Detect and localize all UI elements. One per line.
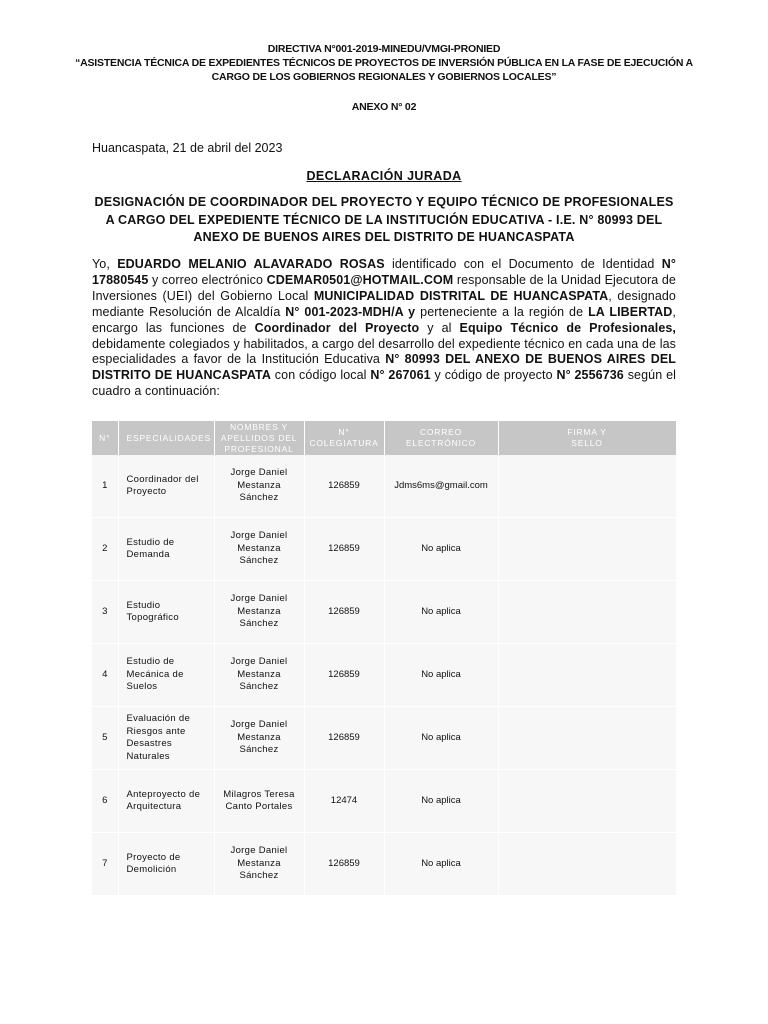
- row-number: 1: [92, 455, 118, 518]
- subject-heading: DESIGNACIÓN DE COORDINADOR DEL PROYECTO Y EQUIPO TÉCNICO DE PROFESIONALES A CARGO DEL EXPEDIENTE TÉCNICO DE LA INSTITUCIÓN EDUCATIVA - I.E. N° 80993 DEL ANEXO DE BUENOS AIRES DEL DISTRITO DE HUANCASPATA: [94, 195, 674, 244]
- table-row: [92, 644, 676, 707]
- header-names: NOMBRES Y APELLIDOS DEL PROFESIONAL: [214, 421, 304, 455]
- row-email: No aplica: [384, 707, 498, 770]
- row-number: 3: [92, 581, 118, 644]
- region-name: LA LIBERTAD: [588, 304, 673, 319]
- row-specialty: Evaluación de Riesgos ante Desastres Naturales: [118, 707, 214, 770]
- row-registration: 126859: [304, 581, 384, 644]
- body-text: , designado mediante Resolución de Alcaldía: [92, 288, 676, 319]
- row-email: No aplica: [384, 644, 498, 707]
- body-text: identificado con el Documento de Identidad: [384, 257, 662, 271]
- body-text: perteneciente a la región de: [415, 304, 589, 319]
- declarant-dni: N° 17880545: [92, 257, 676, 287]
- row-number: 7: [92, 833, 118, 896]
- row-signature: [498, 581, 676, 644]
- row-professional-name: Jorge Daniel Mestanza Sánchez: [214, 518, 304, 581]
- place-date: Huancaspata, 21 de abril del 2023: [92, 141, 283, 155]
- declarant-name: EDUARDO MELANIO ALAVARADO ROSAS: [117, 257, 385, 271]
- row-professional-name: Milagros Teresa Canto Portales: [214, 770, 304, 833]
- row-number: 6: [92, 770, 118, 833]
- local-code: N° 267061: [370, 368, 431, 383]
- table-row: [92, 770, 676, 833]
- header-email: CORREO ELECTRÓNICO: [384, 421, 498, 455]
- row-registration: 126859: [304, 833, 384, 896]
- row-professional-name: Jorge Daniel Mestanza Sánchez: [214, 455, 304, 518]
- body-text: debidamente colegiados y habilitados, a cargo del desarrollo del expediente técnico en cada una de las especialidades a favor de la Institución Educativa: [92, 336, 676, 367]
- row-number: 5: [92, 707, 118, 770]
- table-row: [92, 455, 676, 518]
- project-code: N° 2556736: [556, 368, 624, 383]
- declaration-body: [92, 257, 676, 400]
- row-professional-name: Jorge Daniel Mestanza Sánchez: [214, 581, 304, 644]
- row-specialty: Estudio Topográfico: [118, 581, 214, 644]
- header-specialty: ESPECIALIDADES: [118, 421, 214, 455]
- table-row: [92, 518, 676, 581]
- professionals-table: [92, 421, 677, 896]
- table-header-row: [92, 421, 676, 455]
- body-text: y código de proyecto: [430, 368, 557, 383]
- header-number: N°: [92, 421, 118, 455]
- annex-number: ANEXO N° 02: [351, 101, 417, 113]
- row-specialty: Coordinador del Proyecto: [118, 455, 214, 518]
- body-text: , encargo las funciones de: [92, 304, 676, 335]
- resolution-number: N° 001-2023-MDH/A y: [285, 304, 416, 319]
- role-technical-team: Equipo Técnico de Profesionales,: [459, 320, 676, 335]
- row-signature: [498, 644, 676, 707]
- body-text: y al: [419, 320, 460, 335]
- row-specialty: Proyecto de Demolición: [118, 833, 214, 896]
- row-registration: 126859: [304, 518, 384, 581]
- row-email: No aplica: [384, 770, 498, 833]
- declarant-email: CDEMAR0501@HOTMAIL.COM: [266, 272, 454, 287]
- row-professional-name: Jorge Daniel Mestanza Sánchez: [214, 833, 304, 896]
- row-specialty: Estudio de Mecánica de Suelos: [118, 644, 214, 707]
- row-registration: 126859: [304, 707, 384, 770]
- row-professional-name: Jorge Daniel Mestanza Sánchez: [214, 644, 304, 707]
- row-signature: [498, 770, 676, 833]
- row-signature: [498, 833, 676, 896]
- row-signature: [498, 707, 676, 770]
- directive-title-line1: “ASISTENCIA TÉCNICA DE EXPEDIENTES TÉCNICOS DE PROYECTOS DE INVERSIÓN PÚBLICA EN LA FASE DE EJECUCIÓN A: [75, 57, 693, 69]
- local-government: MUNICIPALIDAD DISTRITAL DE HUANCASPATA: [313, 288, 609, 303]
- row-email: No aplica: [384, 581, 498, 644]
- row-professional-name: Jorge Daniel Mestanza Sánchez: [214, 707, 304, 770]
- table-row: [92, 707, 676, 770]
- declaration-title: DECLARACIÓN JURADA: [306, 169, 462, 183]
- school-name: N° 80993 DEL ANEXO DE BUENOS AIRES DEL DISTRITO DE HUANCASPATA: [92, 352, 676, 383]
- row-specialty: Anteproyecto de Arquitectura: [118, 770, 214, 833]
- table-row: [92, 581, 676, 644]
- header-registration: N° COLEGIATURA: [304, 421, 384, 455]
- body-text: Yo,: [92, 257, 118, 271]
- directive-title-line2: CARGO DE LOS GOBIERNOS REGIONALES Y GOBIERNOS LOCALES”: [211, 71, 557, 83]
- table-row: [92, 833, 676, 896]
- body-text: con código local: [270, 368, 371, 383]
- row-signature: [498, 455, 676, 518]
- directive-header: DIRECTIVA N°001-2019-MINEDU/VMGI-PRONIED: [267, 43, 501, 55]
- row-registration: 126859: [304, 644, 384, 707]
- row-registration: 126859: [304, 455, 384, 518]
- row-email: No aplica: [384, 518, 498, 581]
- row-number: 2: [92, 518, 118, 581]
- row-email: Jdms6ms@gmail.com: [384, 455, 498, 518]
- role-coordinator: Coordinador del Proyecto: [254, 320, 420, 335]
- row-email: No aplica: [384, 833, 498, 896]
- body-text: según el cuadro a continuación:: [92, 368, 677, 399]
- row-signature: [498, 518, 676, 581]
- header-signature: FIRMA Y SELLO: [498, 421, 676, 455]
- body-text: responsable de la Unidad Ejecutora de Inversiones (UEI) del Gobierno Local: [92, 272, 676, 303]
- body-text: y correo electrónico: [148, 272, 267, 287]
- row-specialty: Estudio de Demanda: [118, 518, 214, 581]
- row-number: 4: [92, 644, 118, 707]
- row-registration: 12474: [304, 770, 384, 833]
